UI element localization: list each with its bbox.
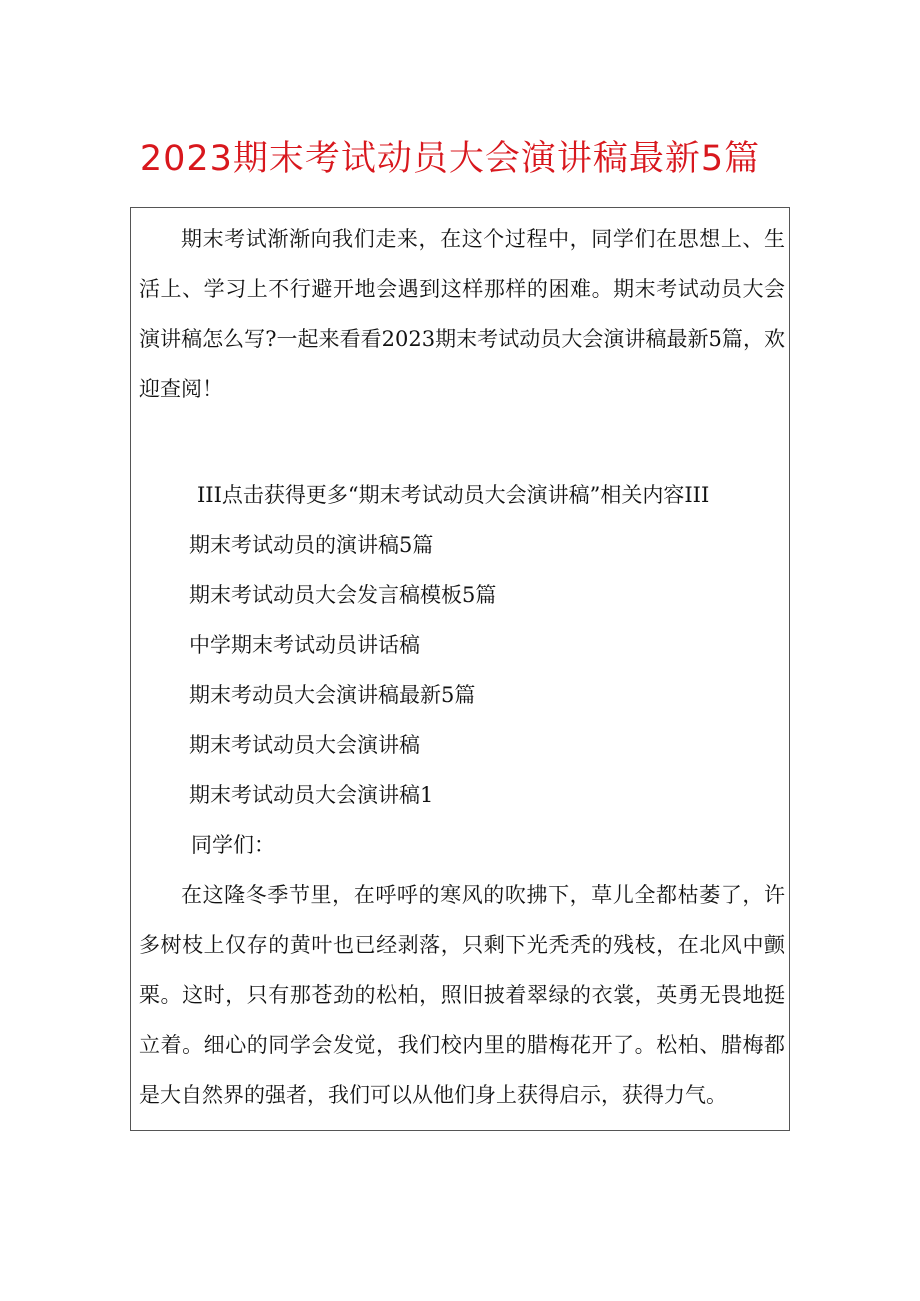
document-title: 2023期末考试动员大会演讲稿最新5篇 (139, 139, 761, 179)
related-link-2[interactable]: 期末考试动员大会发言稿模板5篇 (189, 583, 497, 607)
related-content-header[interactable]: III点击获得更多“期末考试动员大会演讲稿”相关内容III (197, 483, 710, 507)
related-link-1[interactable]: 期末考试动员的演讲稿5篇 (189, 533, 434, 557)
section-title: 期末考试动员大会演讲稿1 (189, 783, 434, 807)
related-link-5[interactable]: 期末考试动员大会演讲稿 (189, 733, 420, 757)
spacer (139, 414, 785, 470)
body-paragraph: 在这隆冬季节里，在呼呼的寒风的吹拂下，草儿全都枯萎了，许多树枝上仅存的黄叶也已经剥落，只剩下光秃秃的残枝，在北风中颤栗。这时，只有那苍劲的松柏，照旧披着翠绿的衣裳，英勇无畏地挺立着。细心的同学会发觉，我们校内里的腊梅花开了。松柏、腊梅都是大自然界的强者，我们可以从他们身上获得启示，获得力气。 (139, 883, 785, 1107)
intro-paragraph: 期末考试渐渐向我们走来，在这个过程中，同学们在思想上、生活上、学习上不行避开地会遇到这样那样的困难。期末考试动员大会演讲稿怎么写?一起来看看2023期末考试动员大会演讲稿最新5篇，欢迎查阅！ (139, 227, 785, 401)
related-link-4[interactable]: 期末考动员大会演讲稿最新5篇 (189, 683, 476, 707)
spacer-bottom (139, 1120, 785, 1128)
related-link-3[interactable]: 中学期末考试动员讲话稿 (189, 633, 420, 657)
salutation: 同学们： (191, 833, 275, 857)
content-body (139, 214, 785, 1128)
content-frame (130, 207, 790, 1131)
